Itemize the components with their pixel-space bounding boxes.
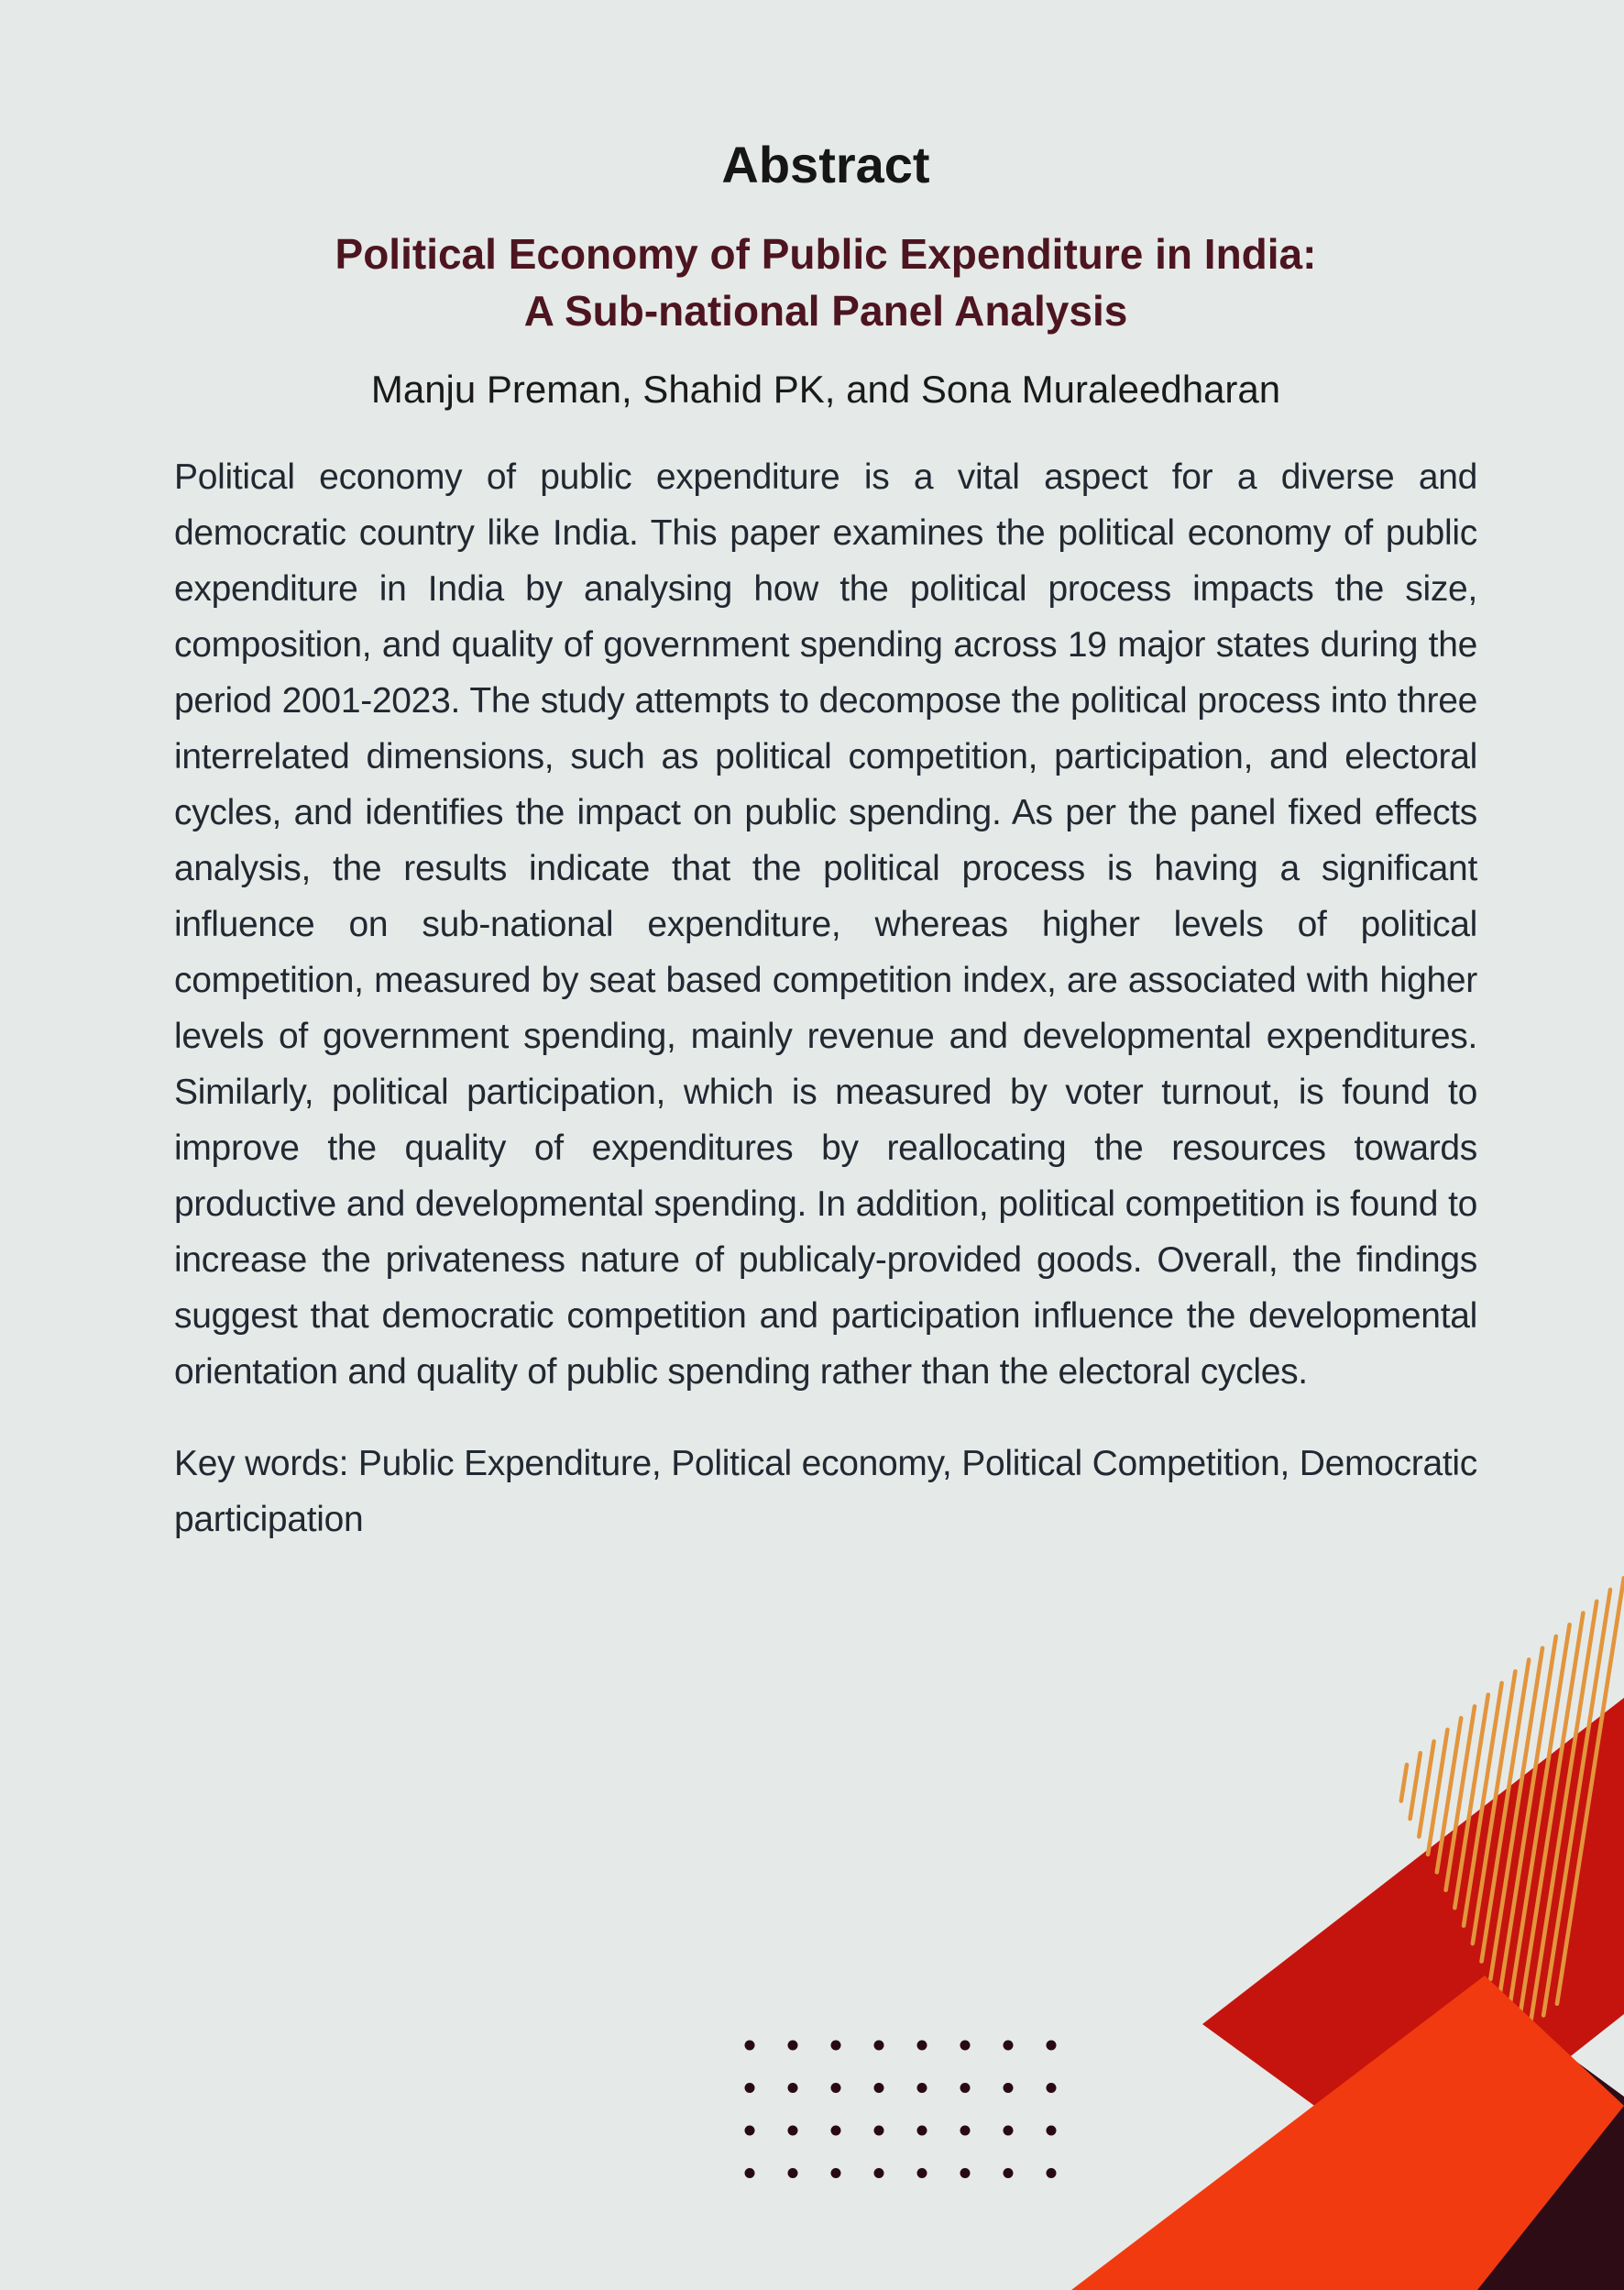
decor-dot	[1047, 2041, 1057, 2051]
stripe-line	[1410, 1753, 1421, 1819]
decor-dot	[874, 2041, 884, 2051]
paper-title	[174, 226, 1477, 339]
decor-dot	[960, 2168, 971, 2178]
decor-dot	[874, 2083, 884, 2093]
decor-dot	[874, 2168, 884, 2178]
decor-dot	[1004, 2126, 1014, 2136]
decor-dot	[917, 2168, 927, 2178]
decor-dot	[1004, 2168, 1014, 2178]
decor-dot	[1004, 2041, 1014, 2051]
decor-dot	[745, 2126, 755, 2136]
decor-dot	[745, 2041, 755, 2051]
decor-dot	[788, 2126, 798, 2136]
paper-title-line1: Political Economy of Public Expenditure in India:	[335, 230, 1317, 278]
decor-dot	[960, 2083, 971, 2093]
decor-dot	[1047, 2168, 1057, 2178]
decor-dot	[917, 2083, 927, 2093]
keywords-line: Key words: Public Expenditure, Political economy, Political Competition, Democratic participation	[174, 1444, 1477, 1539]
decor-dot	[831, 2126, 841, 2136]
decor-dot	[960, 2126, 971, 2136]
page-title: Abstract	[721, 136, 930, 193]
decor-dot	[788, 2168, 798, 2178]
decor-dot	[831, 2041, 841, 2051]
decor-dot	[1047, 2083, 1057, 2093]
decor-dot	[960, 2041, 971, 2051]
decor-dot	[1047, 2126, 1057, 2136]
stripe-line	[1401, 1765, 1407, 1801]
paper-title-line2: A Sub-national Panel Analysis	[523, 287, 1128, 335]
decor-dot	[831, 2168, 841, 2178]
authors-line: Manju Preman, Shahid PK, and Sona Muraleedharan	[370, 368, 1281, 411]
decor-dot	[745, 2083, 755, 2093]
decor-dot	[788, 2041, 798, 2051]
decor-dot	[831, 2083, 841, 2093]
decor-dot	[917, 2126, 927, 2136]
abstract-body-text: Political economy of public expenditure is a vital aspect for a diverse and democratic country like India. This paper examines the political economy of public expenditure in India by analysing how the political process impacts the size, composition, and quality of government spending across 19 major states during the period 2001-2023. The study attempts to decompose the political process into three interrelated dimensions, such as political competition, participation, and electoral cycles, and identifies the impact on public spending. As per the panel fixed effects analysis, the results indicate that the political process is having a significant influence on sub-national expenditure, whereas higher levels of political competition, measured by seat based competition index, are associated with higher levels of government spending, mainly revenue and developmental expenditures. Similarly, political participation, which is measured by voter turnout, is found to improve the quality of expenditures by reallocating the resources towards productive and developmental spending. In addition, political competition is found to increase the privateness nature of publicaly-provided goods. Overall, the findings suggest that democratic competition and participation influence the developmental orientation and quality of public spending rather than the electoral cycles.	[174, 457, 1477, 1392]
dot-grid-pattern	[745, 2041, 1057, 2179]
decor-dot	[745, 2168, 755, 2178]
decor-dot	[874, 2126, 884, 2136]
decor-dot	[788, 2083, 798, 2093]
decor-dot	[1004, 2083, 1014, 2093]
decor-dot	[917, 2041, 927, 2051]
